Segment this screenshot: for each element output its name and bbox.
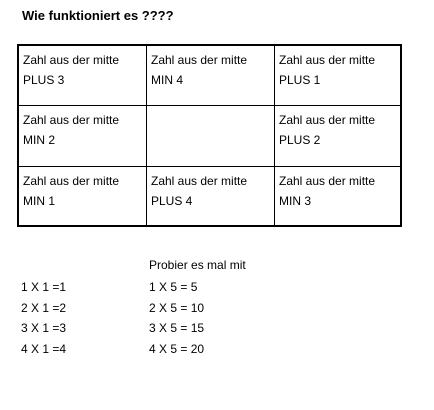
cell-line-2: MIN 1 bbox=[23, 194, 56, 208]
cell-line-2: MIN 4 bbox=[151, 73, 184, 87]
list-item: 2 X 1 =2 bbox=[21, 300, 67, 315]
grid-cell-middle-right bbox=[275, 106, 400, 167]
cell-line-1: Zahl aus der mitte bbox=[279, 174, 376, 188]
cell-line-1: Zahl aus der mitte bbox=[151, 53, 248, 67]
cell-line-1: Zahl aus der mitte bbox=[279, 53, 376, 67]
list-item: 4 X 1 =4 bbox=[21, 341, 67, 356]
grid-cell-center bbox=[147, 106, 275, 167]
cell-line-1: Zahl aus der mitte bbox=[23, 174, 120, 188]
cell-line-1: Zahl aus der mitte bbox=[279, 113, 376, 127]
cell-line-2: MIN 3 bbox=[279, 194, 312, 208]
grid-cell-middle-left bbox=[19, 106, 147, 167]
list-item: 1 X 1 =1 bbox=[21, 280, 67, 294]
grid-cell-top-left bbox=[19, 46, 147, 106]
number-grid bbox=[17, 44, 402, 227]
list-item: 1 X 5 = 5 bbox=[149, 280, 198, 294]
grid-cell-top-middle bbox=[147, 46, 275, 106]
cell-line-2: PLUS 4 bbox=[151, 194, 193, 208]
grid-cell-top-right bbox=[275, 46, 400, 106]
example-list-times-one bbox=[21, 277, 66, 359]
list-item: 2 X 5 = 10 bbox=[149, 300, 205, 315]
example-list-times-five bbox=[149, 277, 204, 359]
cell-line-1: Zahl aus der mitte bbox=[23, 113, 120, 127]
grid-cell-bottom-left bbox=[19, 167, 147, 225]
page-title: Wie funktioniert es ???? bbox=[22, 8, 174, 23]
grid-cell-bottom-right bbox=[275, 167, 400, 225]
list-item: 3 X 5 = 15 bbox=[149, 321, 205, 335]
try-heading: Probier es mal mit bbox=[149, 258, 246, 272]
cell-line-1: Zahl aus der mitte bbox=[151, 174, 248, 188]
cell-line-2: PLUS 1 bbox=[279, 73, 321, 87]
grid-cell-bottom-middle bbox=[147, 167, 275, 225]
list-item: 3 X 1 =3 bbox=[21, 321, 67, 335]
cell-line-2: MIN 2 bbox=[23, 133, 56, 147]
list-item: 4 X 5 = 20 bbox=[149, 341, 205, 356]
cell-line-2: PLUS 2 bbox=[279, 133, 321, 147]
cell-line-1: Zahl aus der mitte bbox=[23, 53, 120, 67]
cell-line-2: PLUS 3 bbox=[23, 73, 65, 87]
